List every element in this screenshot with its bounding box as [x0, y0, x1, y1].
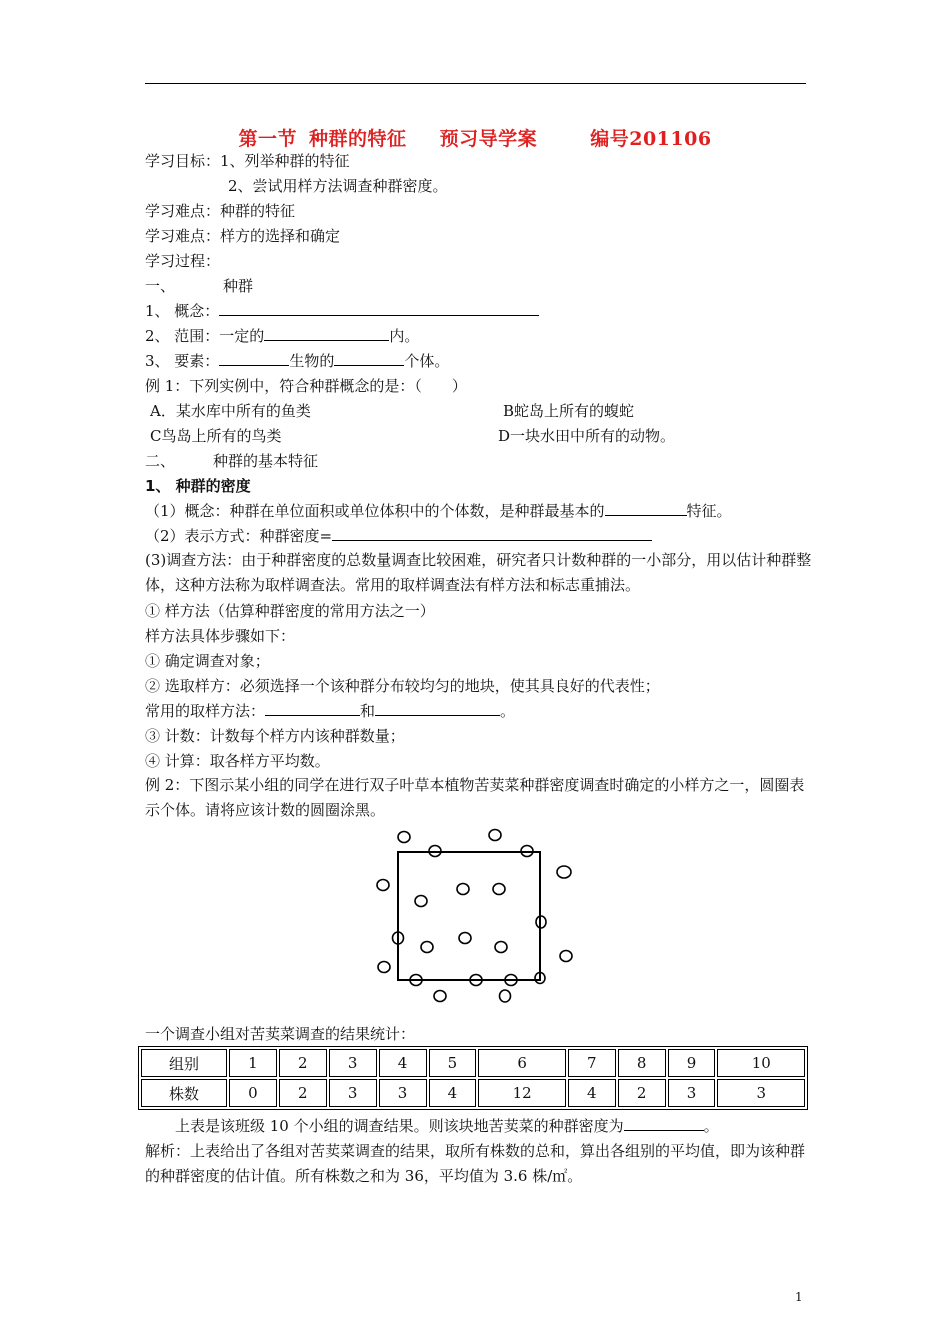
table-cell: 5	[429, 1049, 477, 1077]
density-formula	[145, 526, 652, 546]
table-header-count: 株数	[141, 1079, 227, 1107]
concept-blank[interactable]	[219, 301, 539, 316]
table-cell: 2	[279, 1049, 327, 1077]
sampling-blank-1[interactable]	[265, 701, 360, 716]
density-answer-blank[interactable]	[624, 1116, 704, 1131]
ex1-option-c: C鸟岛上所有的鸟类	[150, 427, 282, 445]
part2-heading	[145, 451, 318, 471]
table-header-group: 组别	[141, 1049, 227, 1077]
part2-num: 二、	[145, 452, 176, 470]
individual-circle[interactable]	[398, 832, 410, 843]
goal-item-1: 1、列举种群的特征	[220, 152, 350, 170]
title-section: 第一节	[238, 128, 297, 150]
density-concept-post: 特征。	[686, 502, 732, 520]
density-concept	[145, 501, 732, 521]
table-cell: 6	[478, 1049, 565, 1077]
individual-circle[interactable]	[421, 942, 433, 953]
ex1-option-d: D一块水田中所有的动物。	[498, 427, 676, 445]
sampling-mid: 和	[360, 702, 376, 720]
concept-line	[145, 301, 539, 321]
step-1: ① 确定调查对象；	[145, 652, 270, 670]
table-cell: 8	[618, 1049, 666, 1077]
table-cell: 4	[429, 1079, 477, 1107]
page-title	[0, 124, 950, 151]
table-note-post: 。	[703, 1117, 719, 1135]
title-kind: 预习导学案	[439, 128, 538, 150]
difficulty-1: 学习难点：种群的特征	[145, 202, 296, 220]
elements-blank-2[interactable]	[334, 351, 404, 366]
header-rule	[145, 83, 806, 84]
table-note	[175, 1116, 719, 1136]
sampling-blank-2[interactable]	[375, 701, 500, 716]
step-4: ④ 计算：取各样方平均数。	[145, 752, 330, 770]
concept-label: 1、 概念：	[145, 302, 220, 320]
table-row-counts	[141, 1079, 805, 1107]
quadrat-diagram	[370, 825, 590, 1005]
title-topic: 种群的特征	[308, 128, 407, 150]
individual-circle[interactable]	[457, 884, 469, 895]
step-2: ② 选取样方：必须选择一个该种群分布较均匀的地块，使其具良好的代表性；	[145, 677, 660, 695]
title-code: 编号201106	[590, 128, 712, 150]
goal-item-2: 2、尝试用样方法调查种群密度。	[228, 177, 448, 195]
individual-circle[interactable]	[493, 884, 505, 895]
table-cell: 3	[379, 1079, 427, 1107]
density-concept-blank[interactable]	[605, 501, 687, 516]
table-intro: 一个调查小组对苦荬菜调查的结果统计：	[145, 1025, 416, 1043]
table-cell: 2	[279, 1079, 327, 1107]
part2-title: 种群的基本特征	[213, 452, 319, 470]
example-2: 例 2：下图示某小组的同学在进行双子叶草本植物苦荬菜种群密度调查时确定的小样方之一，圆圈表示个体。请将应该计数的圆圈涂黑。	[145, 776, 805, 819]
table-cell: 3	[329, 1079, 377, 1107]
table-cell: 2	[618, 1079, 666, 1107]
ex1-option-a: A．某水库中所有的鱼类	[150, 402, 311, 420]
steps-intro: 样方法具体步骤如下：	[145, 627, 296, 645]
table-cell: 7	[568, 1049, 616, 1077]
scope-post: 内。	[389, 327, 420, 345]
table-cell: 3	[668, 1079, 716, 1107]
individual-circle[interactable]	[378, 962, 390, 973]
step-3: ③ 计数：计数每个样方内该种群数量；	[145, 727, 405, 745]
density-heading: 1、 种群的密度	[145, 477, 251, 495]
table-cell: 4	[379, 1049, 427, 1077]
elements-post: 个体。	[404, 352, 450, 370]
results-table	[138, 1046, 808, 1110]
density-formula-blank[interactable]	[332, 526, 652, 541]
sampling-line	[145, 701, 515, 721]
table-cell: 3	[717, 1079, 805, 1107]
quadrat-method: ① 样方法（估算种群密度的常用方法之一）	[145, 602, 435, 620]
individual-circle[interactable]	[557, 866, 571, 878]
ex1-option-b: B蛇岛上所有的蝮蛇	[503, 402, 635, 420]
sampling-pre: 常用的取样方法：	[145, 702, 266, 720]
elements-pre: 3、 要素：	[145, 352, 220, 370]
goals-label: 学习目标：	[145, 152, 221, 170]
individual-circle[interactable]	[415, 896, 427, 907]
table-cell: 12	[478, 1079, 565, 1107]
scope-line	[145, 326, 419, 346]
elements-line	[145, 351, 449, 371]
part1-num: 一、	[145, 277, 176, 295]
table-cell: 9	[668, 1049, 716, 1077]
difficulty-2: 学习难点：样方的选择和确定	[145, 227, 341, 245]
individual-circle[interactable]	[560, 951, 572, 962]
density-formula-label: （2）表示方式：种群密度=	[145, 527, 333, 545]
individual-circle[interactable]	[434, 991, 446, 1002]
scope-pre: 2、 范围：一定的	[145, 327, 265, 345]
elements-blank-1[interactable]	[219, 351, 289, 366]
table-cell: 10	[717, 1049, 805, 1077]
ex1-question: 例 1：下列实例中，符合种群概念的是：（ ）	[145, 377, 467, 395]
table-cell: 0	[229, 1079, 277, 1107]
scope-blank[interactable]	[264, 326, 389, 341]
goals-line1	[145, 151, 350, 171]
part1-title: 种群	[223, 277, 254, 295]
survey-method: (3)调查方法：由于种群密度的总数量调查比较困难，研究者只计数种群的一小部分，用以估计种群整体，这种方法称为取样调查法。常用的取样调查法有样方法和标志重捕法。	[145, 551, 812, 594]
density-concept-pre: （1）概念：种群在单位面积或单位体积中的个体数，是种群最基本的	[145, 502, 605, 520]
table-note-pre: 上表是该班级 10 个小组的调查结果。则该块地苦荬菜的种群密度为	[175, 1117, 624, 1135]
table-cell: 1	[229, 1049, 277, 1077]
individual-circle[interactable]	[459, 933, 471, 944]
individual-circle[interactable]	[489, 830, 501, 841]
elements-mid: 生物的	[289, 352, 335, 370]
individual-circle[interactable]	[500, 990, 511, 1002]
process-label: 学习过程：	[145, 252, 221, 270]
sampling-post: 。	[500, 702, 516, 720]
individual-circle[interactable]	[377, 880, 389, 891]
table-cell: 4	[568, 1079, 616, 1107]
quadrat-square	[398, 852, 540, 980]
part1-heading	[145, 276, 253, 296]
analysis: 解析：上表给出了各组对苦荬菜调查的结果，取所有株数的总和，算出各组别的平均值，即为该种群的种群密度的估计值。所有株数之和为 36，平均值为 3.6 株/㎡。	[145, 1142, 806, 1185]
individual-circle[interactable]	[495, 942, 507, 953]
table-cell: 3	[329, 1049, 377, 1077]
page-number: 1	[795, 1290, 803, 1304]
table-row-groups	[141, 1049, 805, 1077]
